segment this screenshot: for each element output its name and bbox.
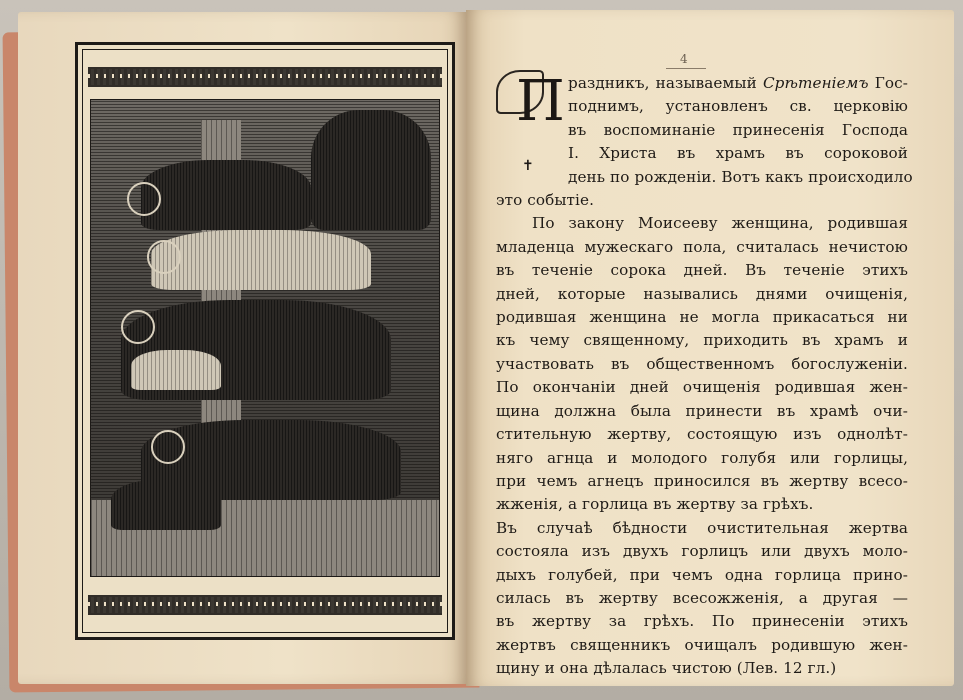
text-segment: дыхъ голубей, при чемъ одна горлица прино- (496, 565, 908, 584)
text-line (496, 517, 908, 540)
text-line (496, 142, 908, 165)
text-line (496, 493, 908, 516)
text-segment: По окончаніи дней очищенія родившая жен- (496, 378, 908, 397)
page-number: 4 (680, 52, 688, 66)
text-line (496, 376, 908, 399)
right-page (466, 10, 954, 686)
text-line (496, 72, 908, 95)
text-segment: въ теченіе сорока дней. Въ теченіе этихъ (496, 261, 908, 280)
text-segment: въ воспоминаніе принесенія Господа (568, 120, 908, 139)
body-text (496, 69, 913, 681)
text-segment: Въ случаѣ бѣдности очистительная жертва (496, 518, 908, 537)
text-line (496, 610, 908, 633)
engraving-figure-bottom (111, 480, 221, 530)
text-segment: въ жертву за грѣхъ. По принесеніи этихъ (496, 612, 908, 631)
engraving-presentation-scene (90, 99, 440, 577)
text-line (496, 236, 908, 259)
ornament-border-bottom (88, 595, 442, 615)
text-segment: поднимъ, установленъ св. церковію (568, 97, 908, 116)
text-segment: младенца мужескаго пола, считалась нечистою (496, 237, 908, 256)
text-segment: раздникъ, называемый (568, 74, 763, 92)
text-line (496, 119, 908, 142)
text-line (496, 329, 908, 352)
text-segment: это событіе. (496, 191, 595, 210)
text-segment: состояла изъ двухъ горлицъ или двухъ моло- (496, 542, 908, 561)
text-line (496, 166, 913, 189)
text-line (496, 306, 908, 329)
engraving-figure-light (151, 230, 371, 290)
engraving-halo (121, 310, 155, 344)
text-segment: силась въ жертву всесожженія, а другая — (496, 588, 908, 607)
text-segment: щина должна была принести въ храмѣ очи- (496, 401, 908, 420)
text-segment: дней, которые назывались днями очищенія, (496, 284, 908, 303)
text-segment: І. Христа въ храмъ въ сороковой (568, 144, 908, 163)
drop-cap-initial: П (516, 69, 565, 134)
text-segment: жженія, а горлица въ жертву за грѣхъ. (496, 495, 814, 514)
text-segment: По закону Моисееву женщина, родившая (532, 214, 908, 233)
engraving-halo (151, 430, 185, 464)
cross-ornament-icon: ✝ (522, 158, 534, 174)
text-line (496, 447, 908, 470)
text-line (496, 657, 908, 680)
text-segment: жертвъ священникъ очищалъ родившую жен- (496, 635, 908, 654)
text-segment: къ чему священному, приходить въ храмъ и (496, 331, 908, 350)
text-segment: родившая женщина не могла прикасаться ни (496, 308, 908, 327)
text-segment: день по рожденіи. Вотъ какъ происходило (568, 167, 913, 186)
text-line (496, 564, 908, 587)
text-line (496, 353, 908, 376)
text-line (496, 259, 908, 282)
engraving-halo (127, 182, 161, 216)
text-segment: участвовать въ общественномъ богослуженіи. (496, 354, 908, 373)
italic-term: Срѣтеніемъ (762, 74, 869, 92)
text-line (496, 283, 908, 306)
text-segment: при чемъ агнецъ приносился въ жертву всесо- (496, 471, 908, 490)
text-line (496, 634, 908, 657)
text-line (496, 470, 908, 493)
text-line (496, 423, 908, 446)
engraving-figure-top (311, 110, 431, 230)
engraving-infant (131, 350, 221, 390)
engraving-halo (147, 240, 181, 274)
text-segment: Гос- (868, 74, 908, 92)
text-segment: щину и она дѣлалась чистою (Лев. 12 гл.) (496, 659, 837, 678)
text-line (496, 400, 908, 423)
text-segment: няго агнца и молодого голубя или горлицы, (496, 448, 908, 467)
text-segment: стительную жертву, состоящую изъ однолѣт- (496, 425, 908, 444)
text-line (496, 212, 908, 235)
text-line (496, 95, 908, 118)
engraving-figure-robed (141, 160, 311, 230)
text-line (496, 189, 908, 212)
text-line (496, 587, 908, 610)
illustration-plate (75, 42, 455, 640)
text-line (496, 540, 908, 563)
left-page (18, 12, 466, 684)
ornament-border-top (88, 67, 442, 87)
